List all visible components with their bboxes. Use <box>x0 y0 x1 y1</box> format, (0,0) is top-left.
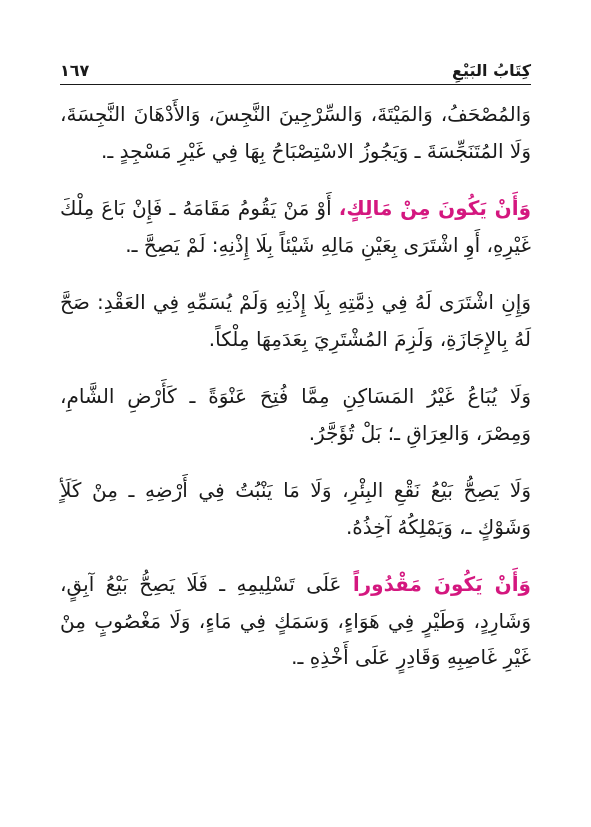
paragraph-5 <box>60 472 531 545</box>
paragraph-2-text: أَوْ مَنْ يَقُومُ مَقَامَهُ ـ فَإِنْ بَاعَ مِلْكَ غَيْرِهِ، أَوِ اشْتَرَى بِعَيْنِ مَالِهِ شَيْئاً بِلَا إِذْنِهِ: لَمْ يَصِحَّ ـ. <box>60 196 531 257</box>
paragraph-3-text: وَإِنِ اشْتَرَى لَهُ فِي ذِمَّتِهِ بِلَا إِذْنِهِ وَلَمْ يُسَمِّهِ فِي العَقْدِ: صَحَّ لَهُ بِالإِجَازَةِ، وَلَزِمَ المُشْتَرِيَ بِعَدَمِهَا مِلْكاً. <box>60 290 531 351</box>
paragraph-6-text: عَلَى تَسْلِيمِهِ ـ فَلَا يَصِحُّ بَيْعُ آبِقٍ، وَشَارِدٍ، وَطَيْرٍ فِي هَوَاءٍ، وَسَمَكٍ فِي مَاءٍ، وَلَا مَغْصُوبٍ مِنْ غَيْرِ غَاصِبِهِ وَقَادِرٍ عَلَى أَخْذِهِ ـ. <box>60 572 531 669</box>
paragraph-1 <box>60 96 531 169</box>
paragraph-4 <box>60 378 531 451</box>
paragraph-5-text: وَلَا يَصِحُّ بَيْعُ نَقْعِ البِئْرِ، وَلَا مَا يَنْبُتُ فِي أَرْضِهِ ـ مِنْ كَلَأٍ وَشَوْكٍ ـ، وَيَمْلِكُهُ آخِذُهُ. <box>60 478 531 539</box>
body-text <box>60 96 531 676</box>
paragraph-2-condition-heading: وَأَنْ يَكُونَ مِنْ مَالِكٍ، <box>338 196 531 220</box>
paragraph-3 <box>60 284 531 357</box>
paragraph-6-condition-heading: وَأَنْ يَكُونَ مَقْدُوراً <box>352 572 531 596</box>
paragraph-2 <box>60 190 531 263</box>
page-number: ١٦٧ <box>60 61 90 80</box>
running-header <box>60 50 531 85</box>
running-title: كِتَابُ البَيْعِ <box>452 61 531 80</box>
paragraph-6 <box>60 566 531 676</box>
paragraph-1-text: وَالمُصْحَفُ، وَالمَيْتَةَ، وَالسِّرْجِينَ النَّجِسَ، وَالأَدْهَانَ النَّجِسَةَ، وَلَا المُتَنَجِّسَةَ ـ وَيَجُوزُ الاسْتِصْبَاحُ بِهَا فِي غَيْرِ مَسْجِدٍ ـ. <box>60 102 531 163</box>
paragraph-4-text: وَلَا يُبَاعُ غَيْرُ المَسَاكِنِ مِمَّا فُتِحَ عَنْوَةً ـ كَأَرْضِ الشَّامِ، وَمِصْرَ، وَالعِرَاقِ ـ؛ بَلْ تُؤَجَّرُ. <box>60 384 531 445</box>
